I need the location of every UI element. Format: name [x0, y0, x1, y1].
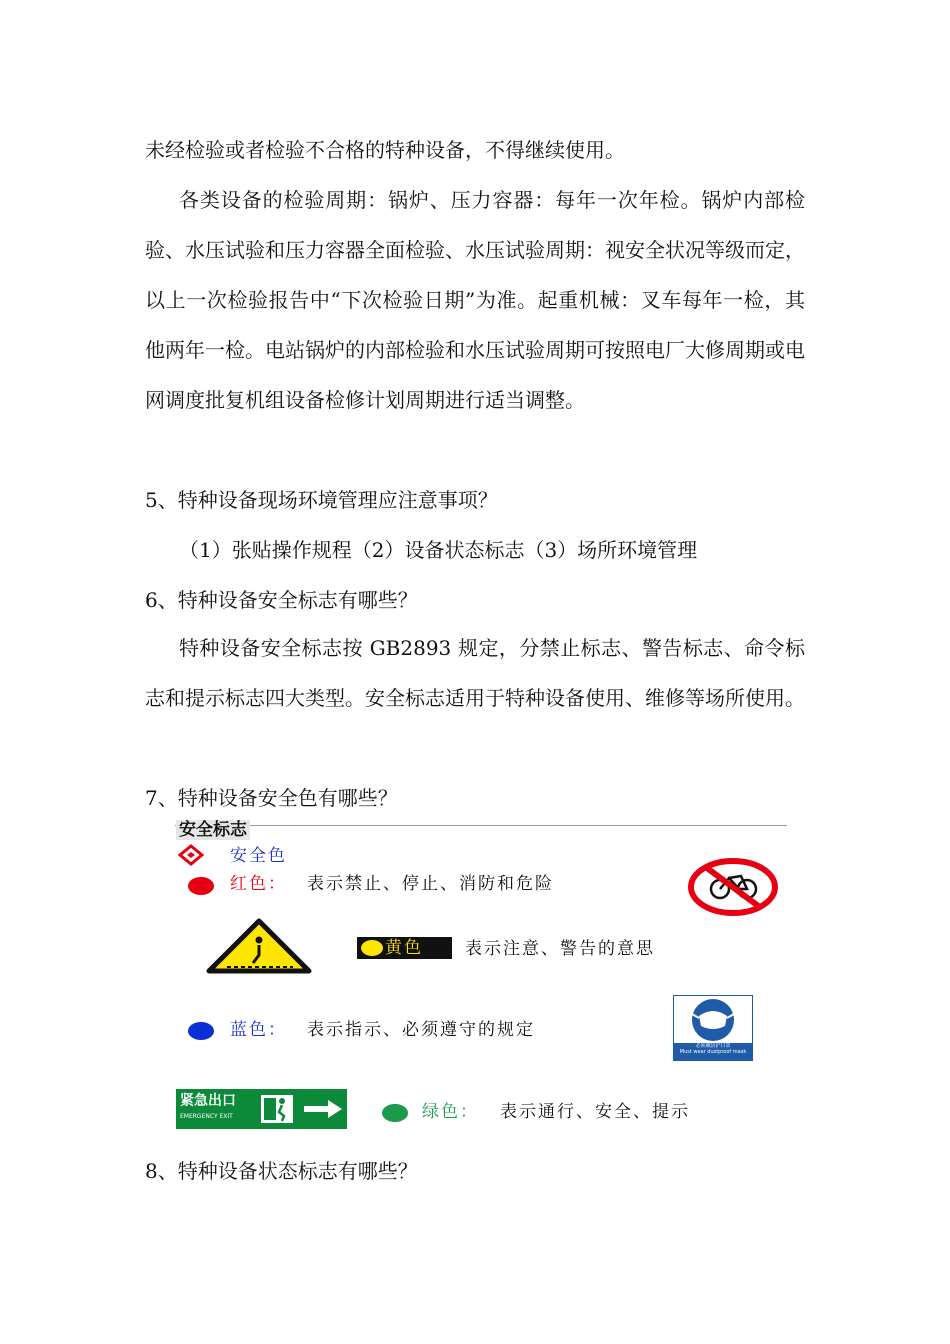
arrow-right-icon [302, 1098, 344, 1120]
red-description: 表示禁止、停止、消防和危险 [307, 874, 554, 894]
exit-text-cn: 紧急出口 [180, 1093, 236, 1109]
question-8: 8、特种设备状态标志有哪些？ [145, 1159, 418, 1183]
question-5: 5、特种设备现场环境管理应注意事项？ [145, 488, 498, 512]
no-bicycle-icon [687, 858, 779, 916]
blue-label: 蓝色： [230, 1020, 287, 1040]
mask-sign-caption [674, 1043, 752, 1060]
mask-mandatory-sign [673, 995, 753, 1061]
green-label: 绿色： [422, 1102, 479, 1122]
paragraph-1: 未经检验或者检验不合格的特种设备，不得继续使用。 [145, 138, 625, 162]
mask-icon [684, 998, 742, 1042]
safety-color-figure [170, 820, 790, 1135]
answer-5: （1）张贴操作规程（2）设备状态标志（3）场所环境管理 [179, 538, 698, 562]
answer-6: 特种设备安全标志按 GB2893 规定，分禁止标志、警告标志、命令标志和提示标志四大类型。安全标志适用于特种设备使用、维修等场所使用。 [145, 636, 805, 710]
green-description: 表示通行、安全、提示 [500, 1102, 690, 1122]
red-dot-icon [188, 877, 214, 895]
mask-sign-text: 必须戴防护口罩 [695, 1043, 731, 1049]
red-label: 红色： [230, 874, 287, 894]
figure-title: 安全标志 [176, 820, 250, 840]
yellow-label-box [357, 937, 452, 959]
blue-description: 表示指示、必须遵守的规定 [307, 1020, 535, 1040]
green-dot-icon [382, 1104, 408, 1122]
emergency-exit-sign [176, 1089, 347, 1129]
running-man-icon [260, 1094, 294, 1124]
exit-text-en: EMERGENCY EXIT [180, 1113, 233, 1120]
blue-dot-icon [188, 1022, 214, 1040]
question-7: 7、特种设备安全色有哪些？ [145, 786, 398, 810]
pedestrian-warning-icon [205, 918, 313, 974]
question-6: 6、特种设备安全标志有哪些？ [145, 588, 418, 612]
figure-subtitle: 安全色 [230, 846, 287, 866]
figure-divider [175, 825, 787, 826]
yellow-description: 表示注意、警告的意思 [465, 939, 655, 959]
diamond-icon [178, 844, 204, 866]
paragraph-inspection-cycle: 各类设备的检验周期：锅炉、压力容器：每年一次年检。锅炉内部检验、水压试验和压力容器全面检验、水压试验周期：视安全状况等级而定，以上一次检验报告中“下次检验日期”为准。起重机械：叉车每年一检，其他两年一检。电站锅炉的内部检验和水压试验周期可按照电厂大修周期或电网调度批复机组设备检修计划周期进行适当调整。 [145, 188, 805, 412]
yellow-label: 黄色 [385, 938, 423, 958]
mask-sign-text-en: Must wear dustproof mask [679, 1049, 747, 1055]
yellow-dot-icon [361, 940, 383, 956]
